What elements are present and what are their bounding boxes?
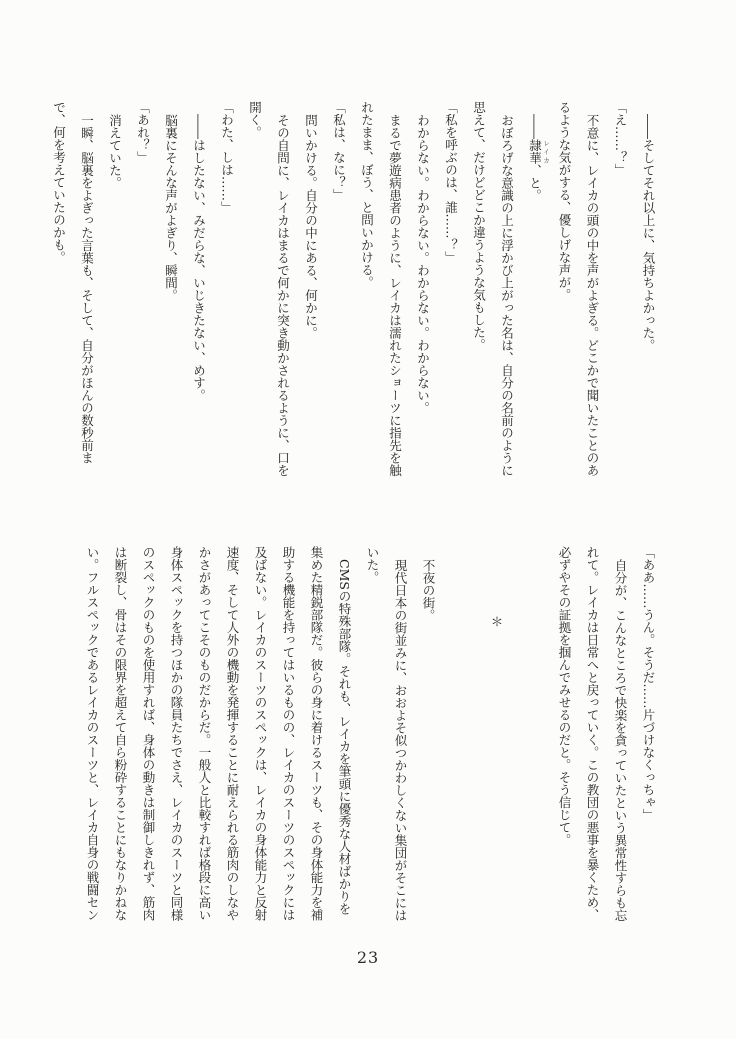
lower-text-block (78, 546, 662, 924)
paragraph: 「私を呼ぶのは、誰……？」 (443, 101, 459, 264)
paragraph: 「ああ……うん。そうだ……片づけなくっちゃ」 (641, 546, 656, 821)
paragraph: ――はしたない、みだらな、いじきたない、めす。 (191, 113, 207, 401)
page-number: 23 (356, 948, 380, 967)
paragraph: 「あれ？」 (135, 101, 151, 164)
ruby-name-reika: 隷華 レイカ (527, 138, 550, 164)
paragraph: その自問に、レイカはまるで何かに突き動かされるように、口を開く。 (247, 101, 291, 476)
paragraph: まるで夢遊病患者のように、レイカは濡れたショーツに指先を触れたまま、ぼう、と問いかける。 (359, 101, 403, 476)
paragraph: 脳裏にそんな声がよぎり、瞬間。 (163, 113, 179, 301)
paragraph: CMSの特殊部隊。それも、レイカを筆頭に優秀な人材ばかりを集めた精鋭部隊だ。彼らの身に着けるスーツも、その身体能力を補助する機能を持ってはいるものの、レイカのスーツのスペックには及ばない。レイカのスーツのスペックは、レイカの身体能力と反射速度、そして人外の機動を発揮することに耐えられる筋肉のしなやかさがあってこそのものだからだ。一般人と比較すれば格段に高い身体スペックを持つほかの隊員たちでさえ、レイカのスーツと同様のスペックのものを使用すれば、身体の動きは制御しきれず、筋肉は断裂し、骨はその限界を超えて自ら粉砕することにもなりかねない。フルスペックであるレイカのスーツと、レイカ自身の戦闘セン (85, 546, 352, 921)
paragraph: 自分が、こんなところで快楽を貪っていたという異常性すらも忘れて。レイカは日常へと戻っていく。この教団の悪事を暴くため、必ずやその証拠を掴んでみせるのだと。そう信じて。 (557, 546, 628, 921)
blank-line (442, 546, 470, 924)
paragraph: ――そしてそれ以上に、気持ちよかった。 (641, 113, 656, 351)
paragraph: 現代日本の街並みに、おおよそ似つかわしくない集団がそこにはいた。 (365, 546, 408, 921)
paragraph: 問いかける。自分の中にある、何かに。 (303, 113, 319, 339)
paragraph: 不意に、レイカの頭の中を声がよぎる。どこかで聞いたことのあるような気がする、優しげな声が。 (557, 101, 600, 476)
paragraph: 「私は、なに？」 (331, 101, 347, 201)
paragraph: 「わた、しは……」 (219, 101, 235, 214)
paragraph: ――隷華 レイカ、と。 (527, 113, 550, 201)
blank-line (522, 546, 550, 924)
paragraph: 消えていた。 (107, 113, 123, 189)
paragraph: 不夜の街。 (421, 558, 436, 621)
paragraph: おぼろげな意識の上に浮かび上がった名は、自分の名前のように思えて、だけどどこか違うような気もした。 (471, 101, 515, 476)
paragraph: わからない。わからない。わからない。わからない。 (415, 113, 431, 414)
upper-text-block (45, 101, 663, 479)
paragraph: 一瞬、脳裏をよぎった言葉も、そして、自分がほんの数秒前まで、何を考えていたのかも。 (51, 101, 95, 464)
section-break-asterisk: ＊ (489, 614, 504, 628)
paragraph: 「え……？」 (613, 101, 628, 176)
